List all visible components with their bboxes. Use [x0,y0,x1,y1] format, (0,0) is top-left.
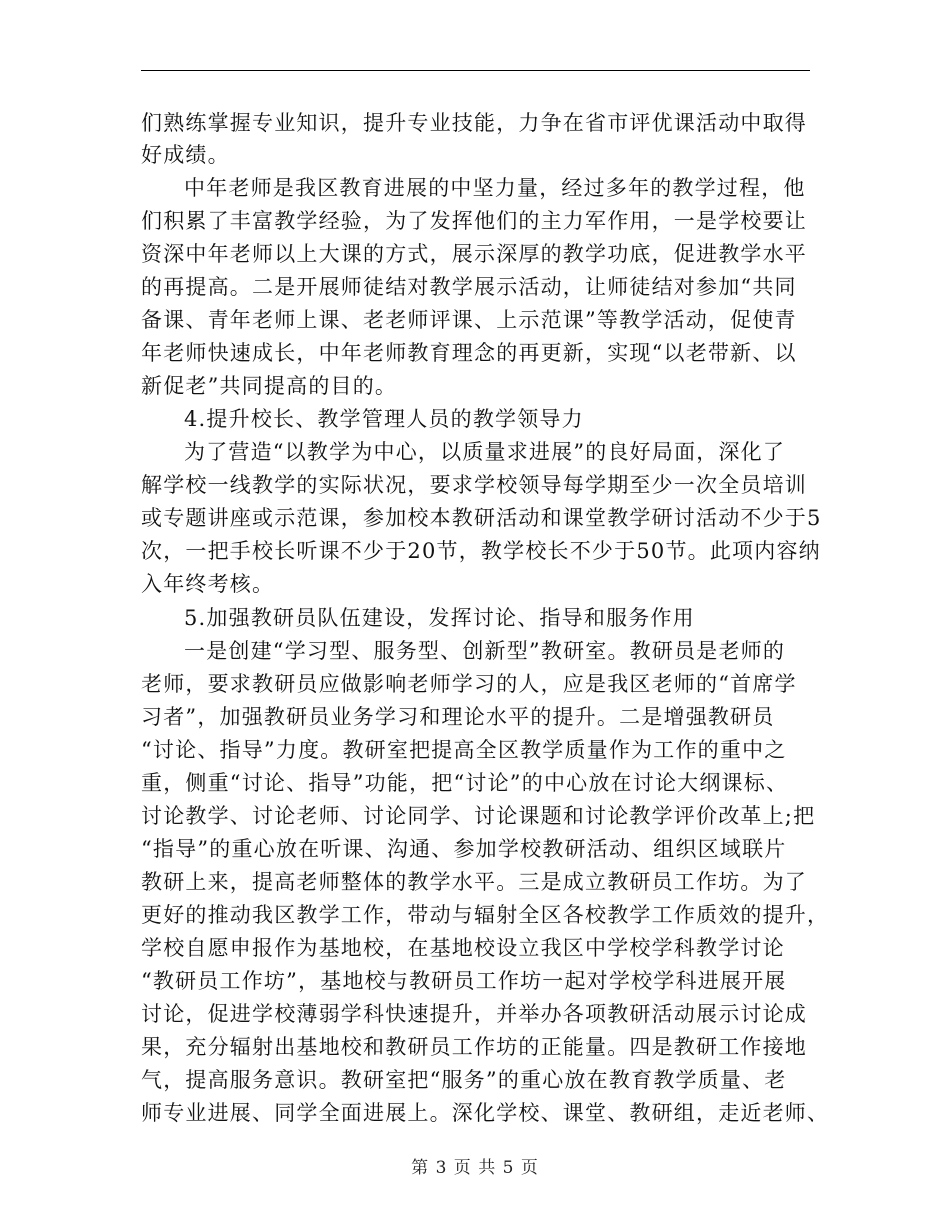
text-line: 为了营造“以教学为中心，以质量求进展”的良好局面，深化了 [184,440,786,464]
section-heading: 5.加强教研员队伍建设，发挥讨论、指导和服务作用 [184,606,695,630]
text-line: 好成绩。 [141,143,230,167]
text-line: 讨论，促进学校薄弱学科快速提升，并举办各项教研活动展示讨论成 [141,1002,807,1026]
text-line: 中年老师是我区教育进展的中坚力量，经过多年的教学过程，他 [184,176,806,200]
text-line: 或专题讲座或示范课，参加校本教研活动和课堂教学研讨活动不少于5 [141,506,822,530]
text-line: 老师，要求教研员应做影响老师学习的人，应是我区老师的“首席学 [141,672,797,696]
text-line: “指导”的重心放在听课、沟通、参加学校教研活动、组织区域联片 [141,837,787,861]
text-line: 师专业进展、同学全面进展上。深化学校、课堂、教研组，走近老师、 [141,1101,830,1125]
text-line: 备课、青年老师上课、老老师评课、上示范课”等教学活动，促使青 [141,308,797,332]
text-line: 更好的推动我区教学工作，带动与辐射全区各校教学工作质效的提升， [141,903,830,927]
text-line: 们积累了丰富教学经验，为了发挥他们的主力军作用，一是学校要让 [141,209,807,233]
text-line: 入年终考核。 [141,572,275,596]
text-line: 果，充分辐射出基地校和教研员工作坊的正能量。四是教研工作接地 [141,1035,807,1059]
text-line: 解学校一线教学的实际状况，要求学校领导每学期至少一次全员培训 [141,473,807,497]
page-number-footer: 第 3 页 共 5 页 [411,1158,539,1178]
text-line: 次，一把手校长听课不少于20节，教学校长不少于50节。此项内容纳 [141,539,821,563]
text-line: 们熟练掌握专业知识，提升专业技能，力争在省市评优课活动中取得 [141,111,807,135]
text-line: 一是创建“学习型、服务型、创新型”教研室。教研员是老师的 [184,639,786,663]
section-heading: 4.提升校长、教学管理人员的教学领导力 [184,407,584,431]
text-line: 学校自愿申报作为基地校，在基地校设立我区中学校学科教学讨论 [141,936,785,960]
text-line: 的再提高。二是开展师徒结对教学展示活动，让师徒结对参加“共同 [141,275,797,299]
text-line: 气，提高服务意识。教研室把“服务”的重心放在教育教学质量、老 [141,1068,787,1092]
text-line: 资深中年老师以上大课的方式，展示深厚的教学功底，促进教学水平 [141,242,807,266]
text-line: 重，侧重“讨论、指导”功能，把“讨论”的中心放在讨论大纲课标、 [141,771,789,795]
text-line: 年老师快速成长，中年老师教育理念的再更新，实现“以老带新、以 [141,341,797,365]
text-line: 新促老”共同提高的目的。 [141,374,398,398]
text-line: 习者”，加强教研员业务学习和理论水平的提升。二是增强教研员 [141,705,775,729]
text-line: 讨论教学、讨论老师、讨论同学、讨论课题和讨论教学评价改革上;把 [141,804,816,828]
text-line: “教研员工作坊”，基地校与教研员工作坊一起对学校学科进展开展 [141,969,787,993]
text-line: 教研上来，提高老师整体的教学水平。三是成立教研员工作坊。为了 [141,870,807,894]
text-line: “讨论、指导”力度。教研室把提高全区教学质量作为工作的重中之 [141,738,787,762]
header-rule [141,70,810,71]
